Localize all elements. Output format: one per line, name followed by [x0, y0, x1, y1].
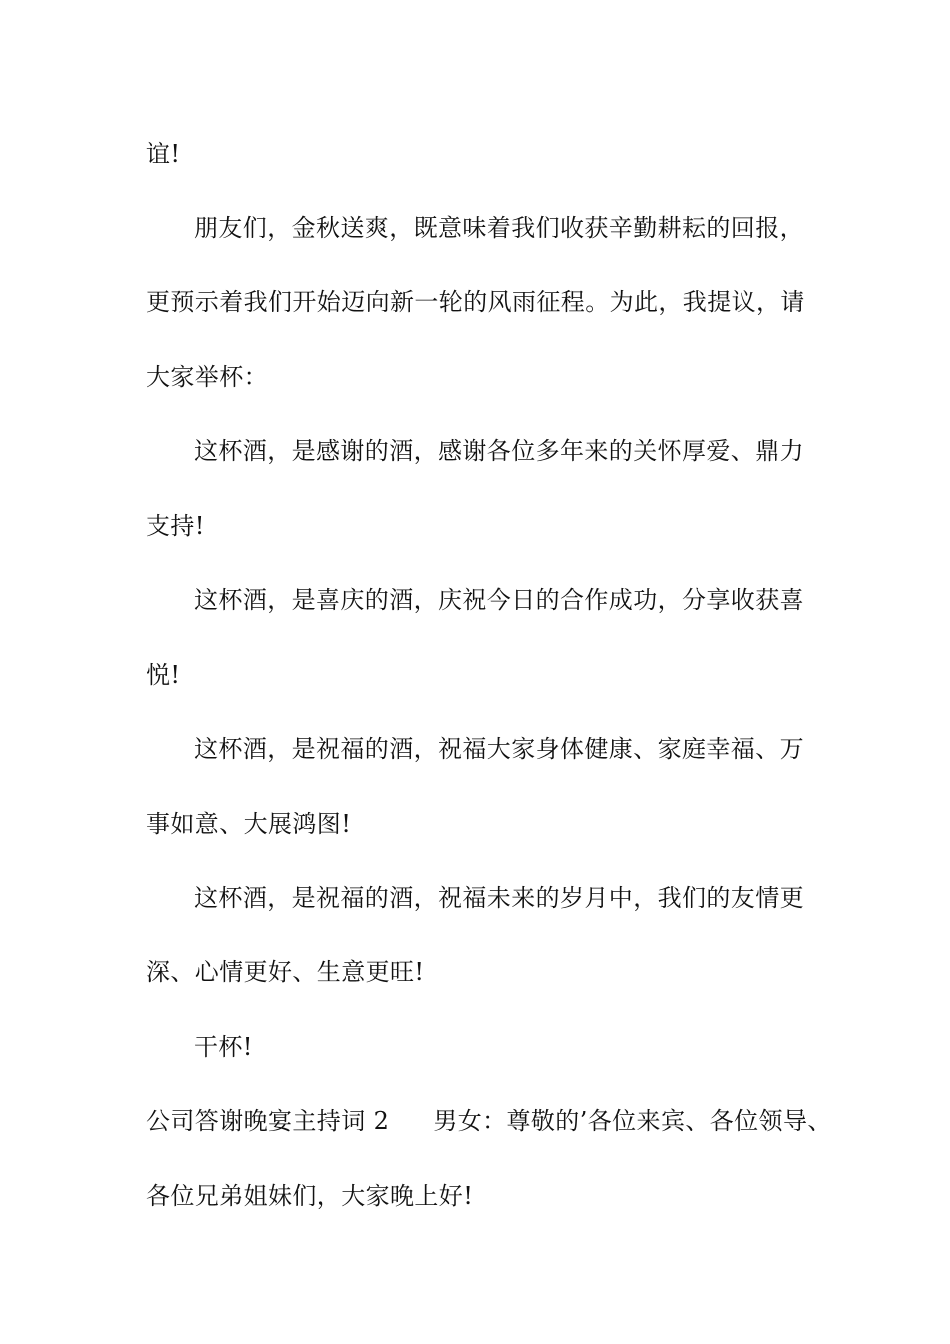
- paragraph-line: 朋友们，金秋送爽，既意味着我们收获辛勤耕耘的回报，: [194, 214, 804, 242]
- paragraph-line: 这杯酒，是喜庆的酒，庆祝今日的合作成功，分享收获喜: [194, 586, 804, 614]
- text-line: 大家举杯：: [146, 363, 268, 391]
- section-heading-line: [146, 1106, 832, 1136]
- paragraph-line: 这杯酒，是祝福的酒，祝福大家身体健康、家庭幸福、万: [194, 735, 804, 763]
- heading-continuation: 男女：尊敬的’各位来宾、各位领导、: [433, 1107, 832, 1135]
- paragraph-line: 这杯酒，是祝福的酒，祝福未来的岁月中，我们的友情更: [194, 884, 804, 912]
- text-line: 支持!: [146, 512, 205, 540]
- text-line: 悦!: [146, 661, 181, 689]
- text-line: 深、心情更好、生意更旺!: [146, 958, 425, 986]
- paragraph-line: 干杯!: [194, 1033, 253, 1061]
- paragraph-line: 这杯酒，是感谢的酒，感谢各位多年来的关怀厚爱、鼎力: [194, 437, 804, 465]
- text-line: 谊!: [146, 140, 181, 168]
- text-line: 事如意、大展鸿图!: [146, 810, 352, 838]
- text-line: 更预示着我们开始迈向新一轮的风雨征程。为此，我提议，请: [146, 288, 805, 316]
- section-heading: 公司答谢晚宴主持词 2: [146, 1107, 390, 1135]
- text-line: 各位兄弟姐妹们，大家晚上好!: [146, 1182, 474, 1210]
